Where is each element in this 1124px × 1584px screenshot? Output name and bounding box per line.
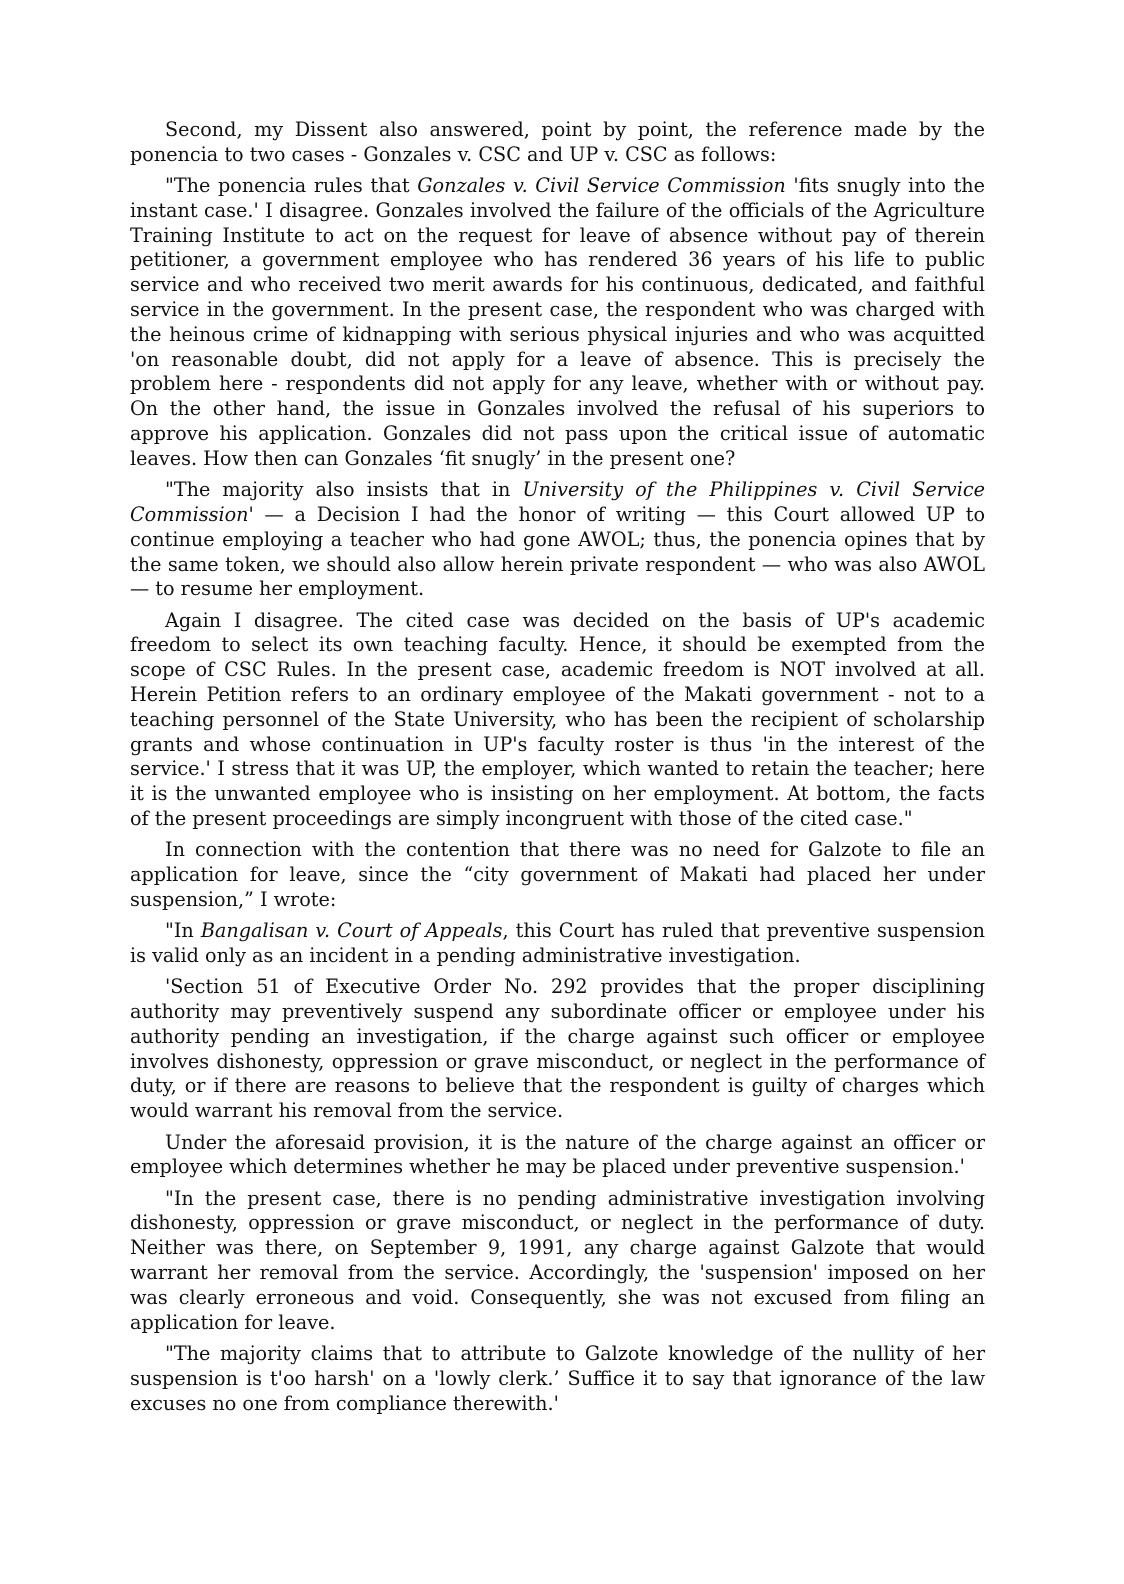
paragraph-text: 'Section 51 of Executive Order No. 292 provides that the proper disciplining authority may preventively suspend any subordinate officer or employee under his authority pending an investigation, if the charge against such officer or employee involves dishonesty, oppression or grave misconduct, or neglect in the performance of duty, or if there are reasons to believe that the respondent is guilty of charges which would warrant his removal from the service. <box>130 975 985 1123</box>
document-page <box>130 118 985 1423</box>
paragraph-text: 'fits snugly into the instant case.' I disagree. Gonzales involved the failure of the officials of the Agriculture Training Institute to act on the request for leave of absence without pay of therein petitioner, a government employee who has rendered 36 years of his life to public service and who received two merit awards for his continuous, dedicated, and faithful service in the government. In the present case, the respondent who was charged with the heinous crime of kidnapping with serious physical injuries and who was acquitted 'on reasonable doubt, did not apply for a leave of absence. This is precisely the problem here - respondents did not apply for any leave, whether with or without pay. On the other hand, the issue in Gonzales involved the refusal of his superiors to approve his application. Gonzales did not pass upon the critical issue of automatic leaves. How then can Gonzales ‘fit snugly’ in the present one? <box>130 174 985 470</box>
paragraph-8 <box>130 1131 985 1181</box>
paragraph-4 <box>130 609 985 832</box>
paragraph-3 <box>130 478 985 602</box>
paragraph-6 <box>130 919 985 969</box>
case-citation: University of the Philippines v. Civil Service Commission <box>130 478 985 526</box>
paragraph-text: ' — a Decision I had the honor of writing — this Court allowed UP to continue employing a teacher who had gone AWOL; thus, the ponencia opines that by the same token, we should also allow herein private respondent — who was also AWOL — to resume her employment. <box>130 502 985 601</box>
paragraph-text: Under the aforesaid provision, it is the nature of the charge against an officer or employee which determines whether he may be placed under preventive suspension.' <box>130 1130 985 1179</box>
paragraph-5 <box>130 838 985 912</box>
paragraph-text: "In the present case, there is no pending administrative investigation involving dishonesty, oppression or grave misconduct, or neglect in the performance of duty. Neither was there, on September 9, 1991, any charge against Galzote that would warrant her removal from the service. Accordingly, the 'suspension' imposed on her was clearly erroneous and void. Consequently, she was not excused from filing an application for leave. <box>130 1186 985 1334</box>
case-citation: Gonzales v. Civil Service Commission <box>417 174 786 198</box>
paragraph-text: Again I disagree. The cited case was decided on the basis of UP's academic freedom to select its own teaching faculty. Hence, it should be exempted from the scope of CSC Rules. In the present case, academic freedom is NOT involved at all. Herein Petition refers to an ordinary employee of the Makati government - not to a teaching personnel of the State University, who has been the recipient of scholarship grants and whose continuation in UP's faculty roster is thus 'in the interest of the service.' I stress that it was UP, the employer, which wanted to retain the teacher; here it is the unwanted employee who is insisting on her employment. At bottom, the facts of the present proceedings are simply incongruent with those of the cited case." <box>130 608 985 831</box>
paragraph-text: , this Court has ruled that preventive suspension is valid only as an incident in a pending administrative investigation. <box>130 919 985 967</box>
paragraph-1 <box>130 118 985 168</box>
paragraph-text: "The ponencia rules that <box>165 174 418 198</box>
paragraph-text: "The majority claims that to attribute to Galzote knowledge of the nullity of her suspension is t'oo harsh' on a 'lowly clerk.’ Suffice it to say that ignorance of the law excuses no one from compliance therewith.' <box>130 1341 985 1415</box>
paragraph-text: Second, my Dissent also answered, point by point, the reference made by the ponencia to two cases - Gonzales v. CSC and UP v. CSC as follows: <box>130 118 985 166</box>
paragraph-7 <box>130 975 985 1124</box>
paragraph-text: "The majority also insists that in <box>165 478 523 502</box>
paragraph-9 <box>130 1187 985 1336</box>
paragraph-10 <box>130 1342 985 1416</box>
paragraph-text: "In <box>165 919 201 943</box>
case-citation: Bangalisan v. Court of Appeals <box>200 919 503 943</box>
paragraph-text: In connection with the contention that there was no need for Galzote to file an application for leave, since the “city government of Makati had placed her under suspension,” I wrote: <box>130 838 985 911</box>
paragraph-2 <box>130 174 985 472</box>
